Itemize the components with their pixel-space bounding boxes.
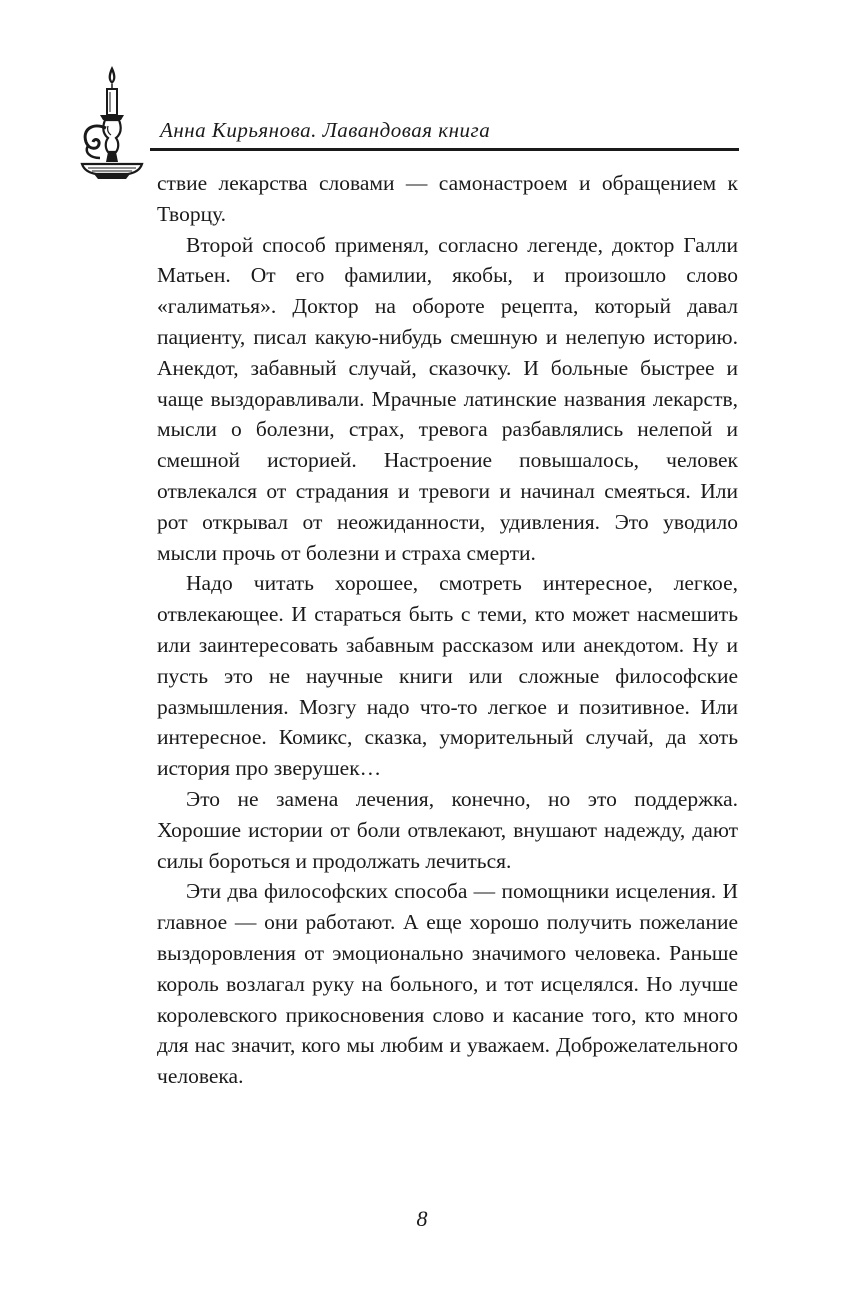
paragraph: Второй способ применял, согласно легенде, доктор Галли Матьен. От его фамилии, якобы, и произошло слово «галиматья». Доктор на обороте рецепта, который давал пациенту, писал какую-нибудь смешную и нелепую историю. Анекдот, забавный случай, сказочку. И больные быстрее и чаще выздоравливали. Мрачные латинские названия лекарств, мысли о болезни, страх, тревога разбавлялись нелепой и смешной историей. Настроение повышалось, человек отвлекался от страдания и тревоги и начинал смеяться. Или рот открывал от неожиданности, удивления. Это уводило мысли прочь от болезни и страха смерти. — [157, 232, 738, 565]
paragraph: ствие лекарства словами — самонастроем и обращением к Творцу. — [157, 171, 738, 226]
paragraph: Это не замена лечения, конечно, но это поддержка. Хорошие истории от боли отвлекают, внушают надежду, дают силы бороться и продолжать лечиться. — [157, 786, 738, 873]
paragraph: Эти два философских способа — помощники исцеления. И главное — они работают. А еще хорошо получить пожелание выздоровления от эмоционально значимого человека. Раньше король возлагал руку на больного, и тот исцелялся. Но лучше королевского прикосновения слово и касание того, кто много для нас значит, кого мы любим и уважаем. Доброжелательного человека. — [157, 879, 738, 1089]
running-head: Анна Кирьянова. Лавандовая книга — [160, 118, 491, 142]
header-rule — [150, 148, 739, 151]
candlestick-icon — [72, 62, 152, 187]
paragraph: Надо читать хорошее, смотреть интересное, легкое, отвлекающее. И стараться быть с теми, кто может насмешить или заинтересовать забавным рассказом или анекдотом. Ну и пусть это не научные книги или сложные философские размышления. Мозгу надо что-то легкое и позитивное. Или интересное. Комикс, сказка, уморительный случай, да хоть история про зверушек… — [157, 571, 738, 781]
page-number: 8 — [416, 1206, 428, 1231]
page-body — [157, 168, 738, 1092]
